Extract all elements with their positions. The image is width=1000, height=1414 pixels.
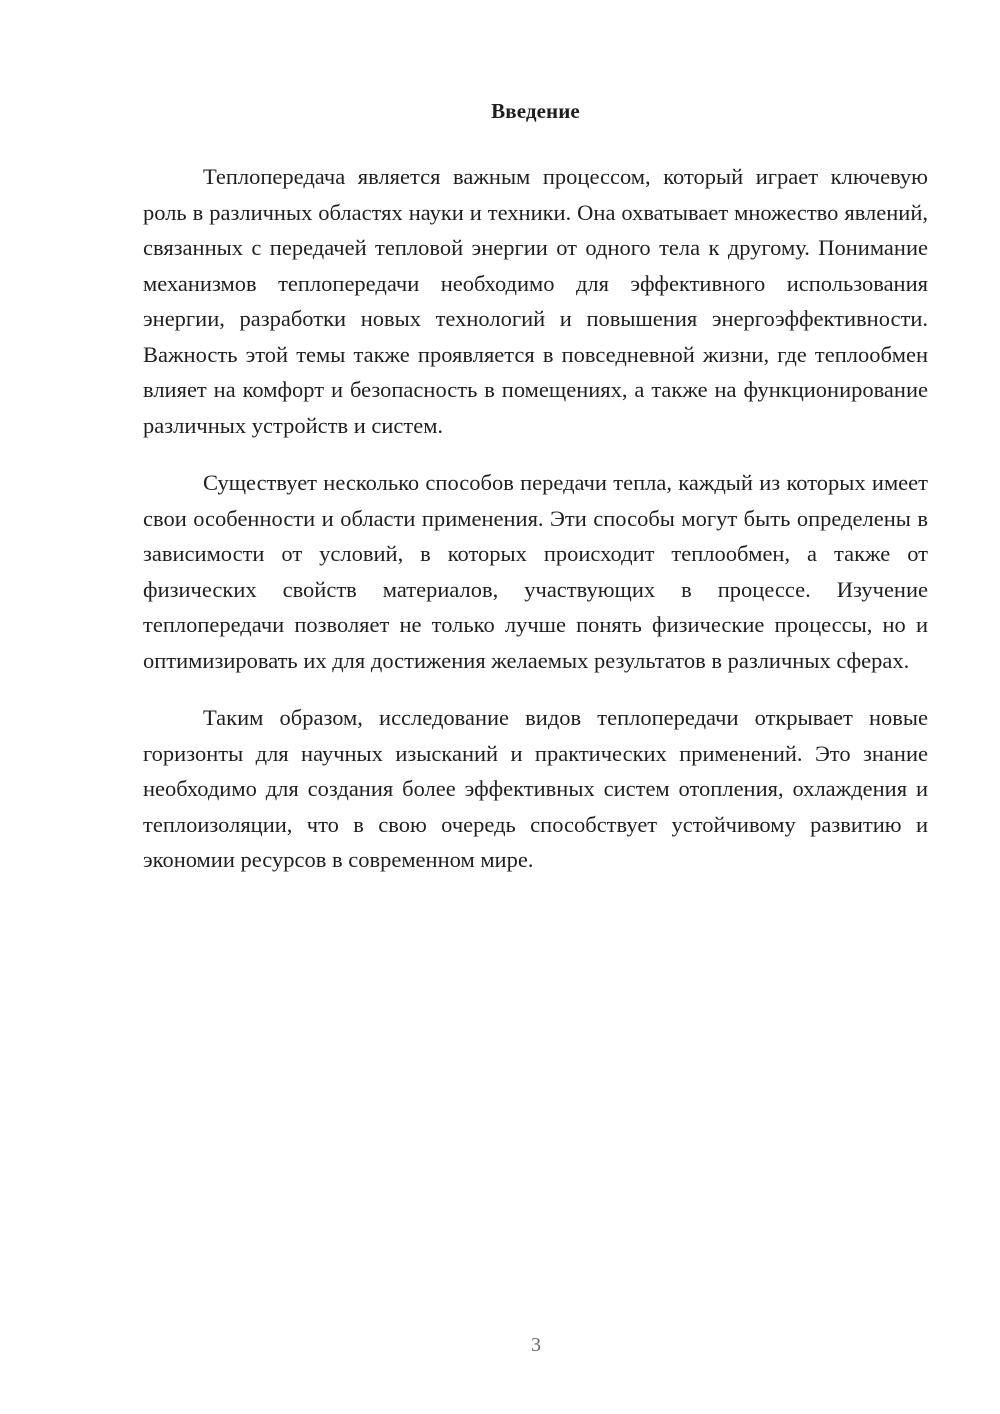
page-content (143, 97, 928, 878)
paragraph-3: Таким образом, исследование видов теплопередачи открывает новые горизонты для научных изысканий и практических применений. Это знание необходимо для создания более эффективных систем отопления, охлаждения и теплоизоляции, что в свою очередь способствует устойчивому развитию и экономии ресурсов в современном мире. (143, 705, 928, 872)
section-heading: Введение (491, 99, 580, 123)
paragraph-2: Существует несколько способов передачи тепла, каждый из которых имеет свои особенности и области применения. Эти способы могут быть определены в зависимости от условий, в которых происходит теплообмен, а также от физических свойств материалов, участвующих в процессе. Изучение теплопередачи позволяет не только лучше понять физические процессы, но и оптимизировать их для достижения желаемых результатов в различных сферах. (143, 470, 928, 673)
page-number: 3 (531, 1334, 541, 1356)
paragraph-1: Теплопередача является важным процессом, который играет ключевую роль в различных областях науки и техники. Она охватывает множество явлений, связанных с передачей тепловой энергии от одного тела к другому. Понимание механизмов теплопередачи необходимо для эффективного использования энергии, разработки новых технологий и повышения энергоэффективности. Важность этой темы также проявляется в повседневной жизни, где теплообмен влияет на комфорт и безопасность в помещениях, а также на функционирование различных устройств и систем. (143, 164, 928, 438)
